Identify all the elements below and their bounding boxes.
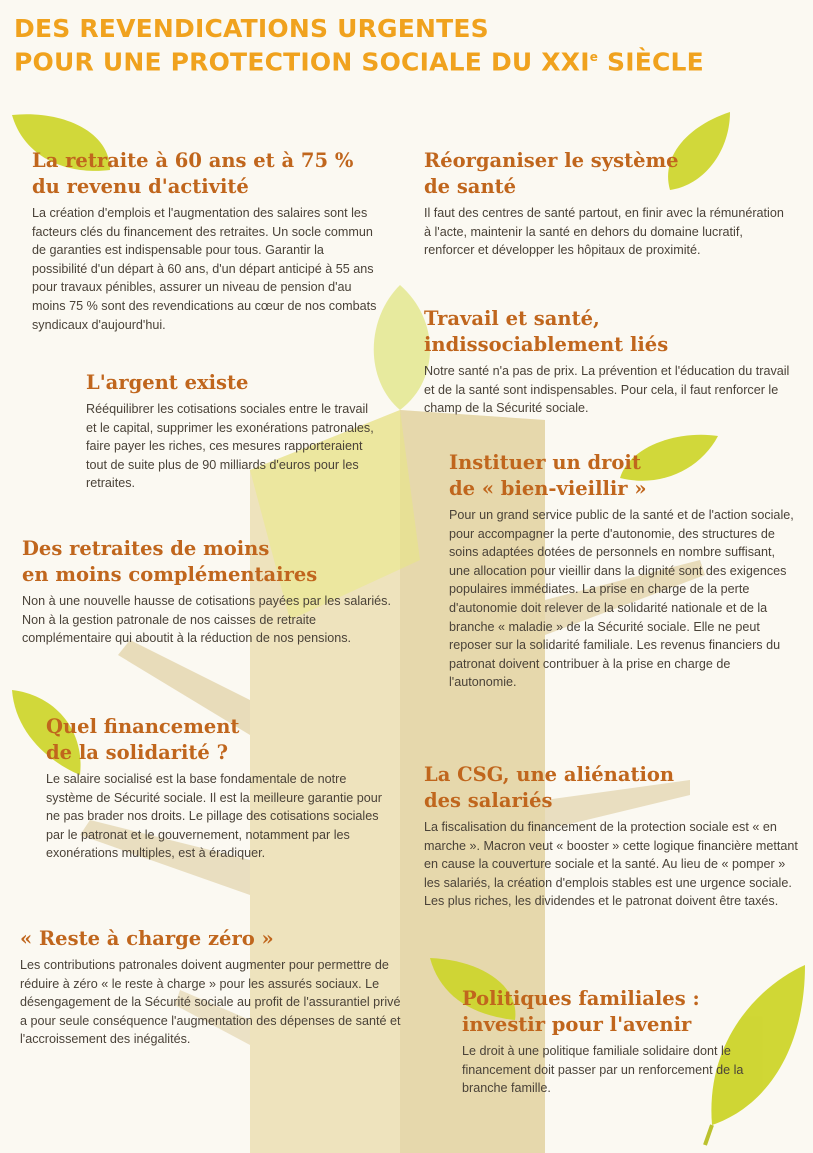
section-heading <box>22 536 407 588</box>
section-body: Le salaire socialisé est la base fondamentale de notre système de Sécurité sociale. Il est la meilleure garantie pour ne pas brader nos droits. Le pillage des cotisations sociales par le patronat et le gouvernement, notamment par les exonérations multiples, est à éradiquer. <box>46 772 382 861</box>
heading-line: investir pour l'avenir <box>462 1013 692 1036</box>
heading-line: du revenu d'activité <box>32 175 249 198</box>
section-body: Rééquilibrer les cotisations sociales entre le travail et le capital, supprimer les exonérations patronales, faire payer les riches, ces mesures rapporteraient tout de suite plus de 90 milliards d'euros pour les retraites. <box>86 402 374 491</box>
leaf-icon <box>374 285 430 410</box>
section-body: Il faut des centres de santé partout, en finir avec la rémunération à l'acte, maintenir la santé en dehors du domaine lucratif, renforcer et développer les hôpitaux de proximité. <box>424 206 784 258</box>
title-line-2-main: POUR UNE PROTECTION SOCIALE DU XXI <box>14 47 590 77</box>
section-body: Non à une nouvelle hausse de cotisations payées par les salariés. Non à la gestion patronale de nos caisses de retraite complémentaire qui aboutit à la réduction de nos pensions. <box>22 594 391 646</box>
heading-line: Quel financement <box>46 715 240 738</box>
heading-line: des salariés <box>424 789 553 812</box>
heading-line: La retraite à 60 ans et à 75 % <box>32 149 354 172</box>
section-reorganiser-sante <box>424 148 794 260</box>
section-reste-a-charge-zero <box>20 926 405 1049</box>
section-csg-alienation <box>424 762 802 911</box>
section-retraites-complementaires <box>22 536 407 648</box>
heading-line: « Reste à charge zéro » <box>20 927 274 950</box>
section-heading <box>46 714 396 766</box>
section-heading <box>32 148 382 200</box>
title-line-2-end: SIÈCLE <box>598 47 704 77</box>
heading-line: indissociablement liés <box>424 333 669 356</box>
section-heading <box>424 762 802 814</box>
title-superscript: e <box>589 50 599 64</box>
heading-line: de santé <box>424 175 517 198</box>
section-travail-sante <box>424 306 802 418</box>
section-bien-vieillir <box>449 450 799 692</box>
heading-line: La CSG, une aliénation <box>424 763 675 786</box>
heading-line: Politiques familiales : <box>462 987 700 1010</box>
section-body: Les contributions patronales doivent augmenter pour permettre de réduire à zéro « le reste à charge » pour les assurés sociaux. Le désengagement de la Sécurité sociale au profit de l'assurantiel privé a pour seule conséquence l'augmentation des dépenses de santé et l'accroissement des inégalités. <box>20 958 401 1047</box>
section-politiques-familiales <box>462 986 787 1098</box>
heading-line: Des retraites de moins <box>22 537 270 560</box>
section-heading <box>462 986 787 1038</box>
heading-line: de « bien-vieillir » <box>449 477 647 500</box>
section-financement-solidarite <box>46 714 396 863</box>
section-body: Le droit à une politique familiale solidaire dont le financement doit passer par un renforcement de la branche famille. <box>462 1044 744 1096</box>
heading-line: en moins complémentaires <box>22 563 318 586</box>
section-body: La création d'emplois et l'augmentation des salaires sont les facteurs clés du financement des retraites. Un socle commun de garanties est indispensable pour tous. Garantir la possibilité d'un départ à 60 ans, d'un départ anticipé à 55 ans pour travaux pénibles, assurer un niveau de pension d'au moins 75 % sont des revendications au cœur de nos combats syndicaux d'aujourd'hui. <box>32 206 377 332</box>
heading-line: Réorganiser le système <box>424 149 679 172</box>
section-heading <box>449 450 799 502</box>
section-body: Pour un grand service public de la santé et de l'action sociale, pour accompagner la perte d'autonomie, des structures de soins adaptées dotées de personnels en nombre suffisant, une allocation pour vieillir dans la dignité sont des exigences populaires immédiates. La prise en charge de la perte d'autonomie doit relever de la solidarité nationale et de la branche « maladie » de la Sécurité sociale. Elle ne peut reposer sur la solidarité familiale. Les revenus financiers du patronat doivent contribuer à la prise en charge de l'autonomie. <box>449 508 794 690</box>
page-title <box>14 14 704 76</box>
section-body: Notre santé n'a pas de prix. La prévention et l'éducation du travail et de la santé sont indispensables. Pour cela, il faut renforcer le champ de la Sécurité sociale. <box>424 364 790 416</box>
heading-line: Travail et santé, <box>424 307 600 330</box>
section-argent-existe <box>86 370 376 493</box>
section-body: La fiscalisation du financement de la protection sociale est « en marche ». Macron veut « booster » cette logique financière mettant en cause la couverture sociale et la santé. Au lieu de « pomper » les salariés, la création d'emplois stables est une urgence sociale. Les plus riches, les dividendes et le patronat doivent être taxés. <box>424 820 798 909</box>
section-heading <box>424 306 802 358</box>
section-heading <box>20 926 405 952</box>
section-heading <box>86 370 376 396</box>
heading-line: L'argent existe <box>86 371 249 394</box>
title-line-2 <box>14 43 704 76</box>
heading-line: Instituer un droit <box>449 451 641 474</box>
heading-line: de la solidarité ? <box>46 741 229 764</box>
section-heading <box>424 148 794 200</box>
title-line-1: DES REVENDICATIONS URGENTES <box>14 14 489 43</box>
section-retraite-60-ans <box>32 148 382 334</box>
